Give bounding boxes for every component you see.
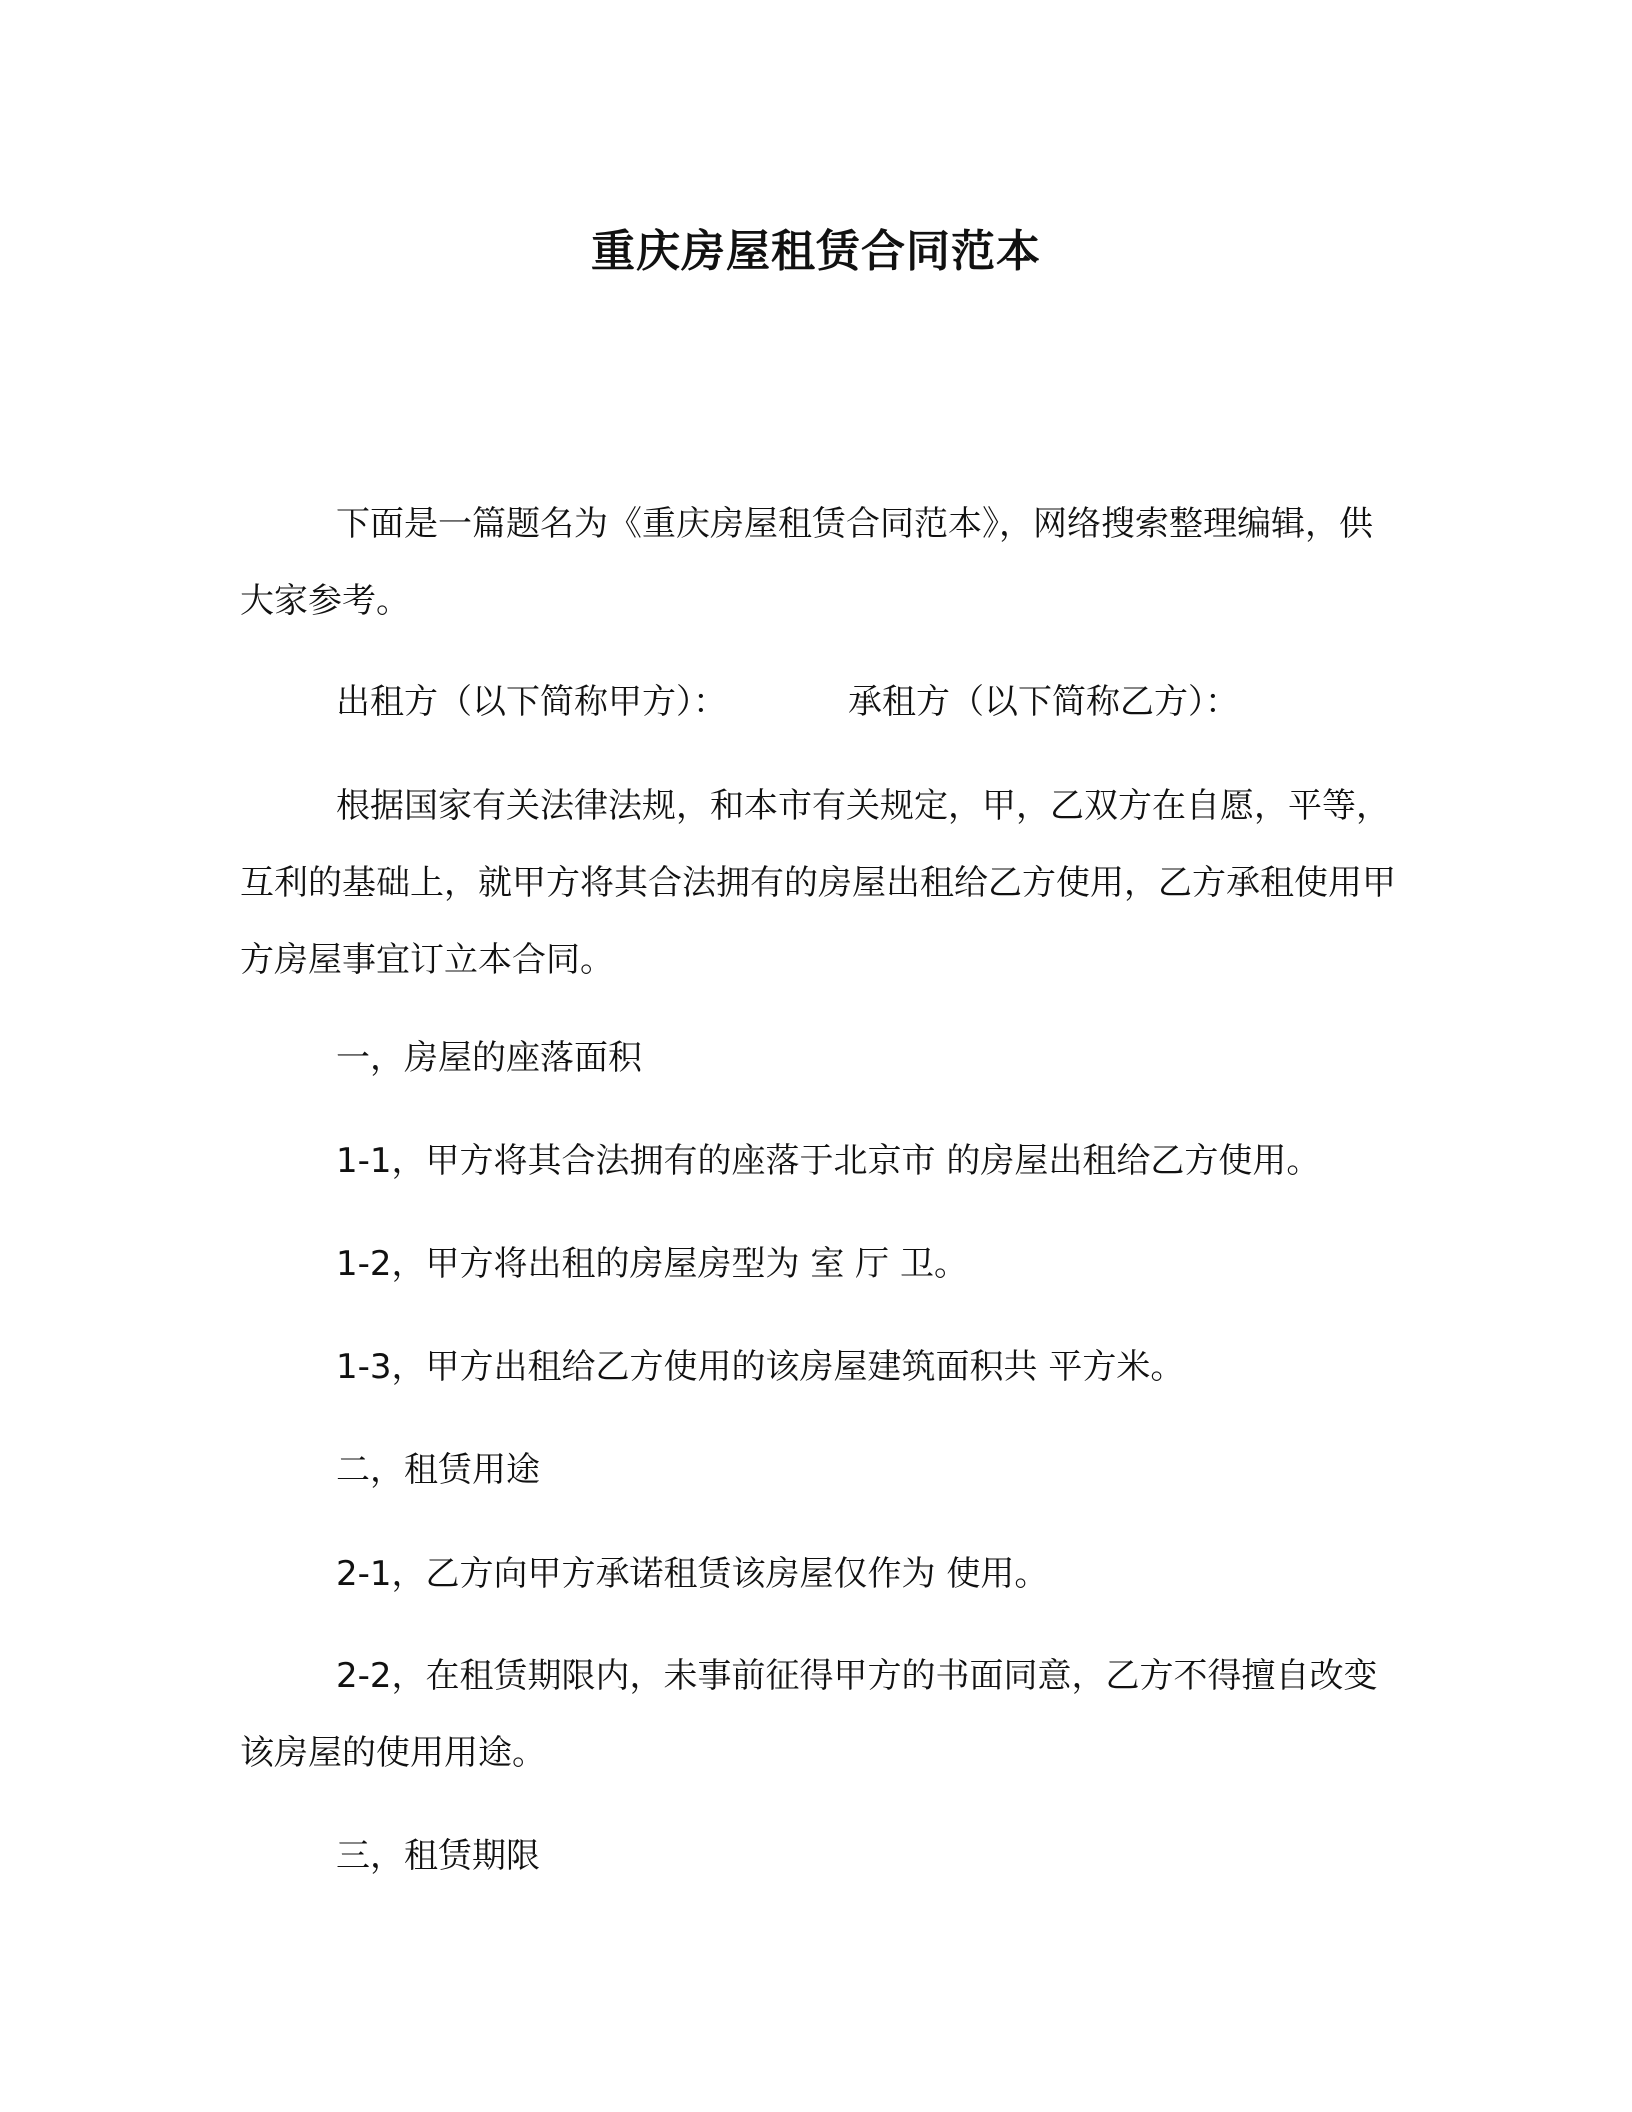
clause-1-1: 1-1，甲方将其合法拥有的座落于北京市 的房屋出租给乙方使用。 <box>336 1141 1321 1181</box>
clause-2-1: 2-1，乙方向甲方承诺租赁该房屋仅作为 使用。 <box>336 1554 1049 1594</box>
document-title: 重庆房屋租赁合同范本 <box>591 226 1041 277</box>
clause-1-2: 1-2，甲方将出租的房屋房型为 室 厅 卫。 <box>336 1244 968 1284</box>
parties-line <box>336 672 1400 732</box>
section-heading-2: 二，租赁用途 <box>336 1450 540 1490</box>
section-heading-1: 一，房屋的座落面积 <box>336 1038 642 1078</box>
preamble-paragraph: 根据国家有关法律法规，和本市有关规定，甲，乙双方在自愿，平等，互利的基础上，就甲方将其合法拥有的房屋出租给乙方使用，乙方承租使用甲方房屋事宜订立本合同。 <box>240 786 1396 980</box>
party-b-label: 承租方（以下简称乙方）： <box>848 682 1239 722</box>
party-a-label: 出租方（以下简称甲方）： <box>336 682 727 722</box>
section-heading-3: 三，租赁期限 <box>336 1836 540 1876</box>
clause-1-3: 1-3，甲方出租给乙方使用的该房屋建筑面积共 平方米。 <box>336 1347 1185 1387</box>
clause-2-2: 2-2，在租赁期限内，未事前征得甲方的书面同意，乙方不得擅自改变该房屋的使用用途。 <box>240 1656 1378 1773</box>
intro-paragraph: 下面是一篇题名为《重庆房屋租赁合同范本》，网络搜索整理编辑，供大家参考。 <box>240 504 1373 621</box>
